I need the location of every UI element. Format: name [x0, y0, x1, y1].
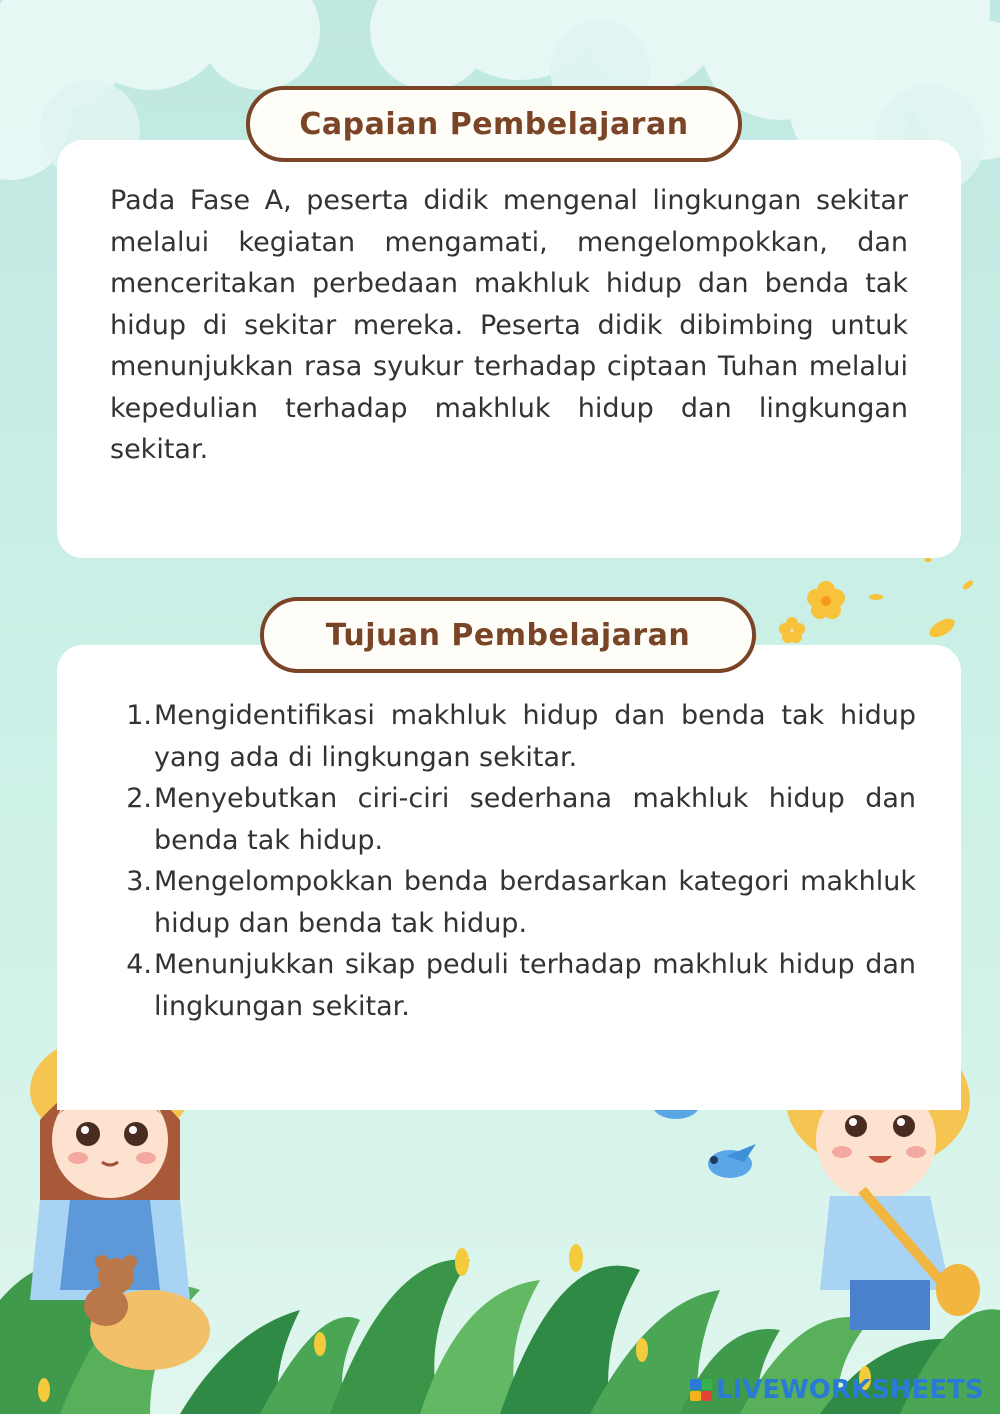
list-item-text: Menyebutkan ciri-ciri sederhana makhluk hidup dan benda tak hidup.	[154, 783, 916, 856]
list-item	[110, 778, 916, 861]
flower-decoration	[747, 558, 975, 643]
list-item-number: 1.	[126, 700, 152, 731]
list-item	[110, 861, 916, 944]
list-item-text: Menunjukkan sikap peduli terhadap makhluk hidup dan lingkungan sekitar.	[154, 949, 916, 1022]
list-item-number: 4.	[126, 949, 152, 980]
liveworksheets-logo-icon	[690, 1379, 712, 1401]
list-item-text: Mengelompokkan benda berdasarkan kategori makhluk hidup dan benda tak hidup.	[154, 866, 916, 939]
capaian-title: Capaian Pembelajaran	[246, 86, 742, 162]
liveworksheets-watermark[interactable]	[690, 1372, 984, 1408]
tujuan-list	[110, 695, 916, 1027]
watermark-text: LIVEWORKSHEETS	[716, 1375, 984, 1405]
list-item-number: 3.	[126, 866, 152, 897]
tujuan-title: Tujuan Pembelajaran	[260, 597, 756, 673]
list-item-number: 2.	[126, 783, 152, 814]
list-item	[110, 695, 916, 778]
capaian-paragraph: Pada Fase A, peserta didik mengenal lingkungan sekitar melalui kegiatan mengamati, mengelompokkan, dan menceritakan perbedaan makhluk hidup dan benda tak hidup di sekitar mereka. Peserta didik dibimbing untuk menunjukkan rasa syukur terhadap ciptaan Tuhan melalui kepedulian terhadap makhluk hidup dan lingkungan sekitar.	[110, 185, 908, 465]
list-item-text: Mengidentifikasi makhluk hidup dan benda tak hidup yang ada di lingkungan sekitar.	[154, 700, 916, 773]
list-item	[110, 944, 916, 1027]
